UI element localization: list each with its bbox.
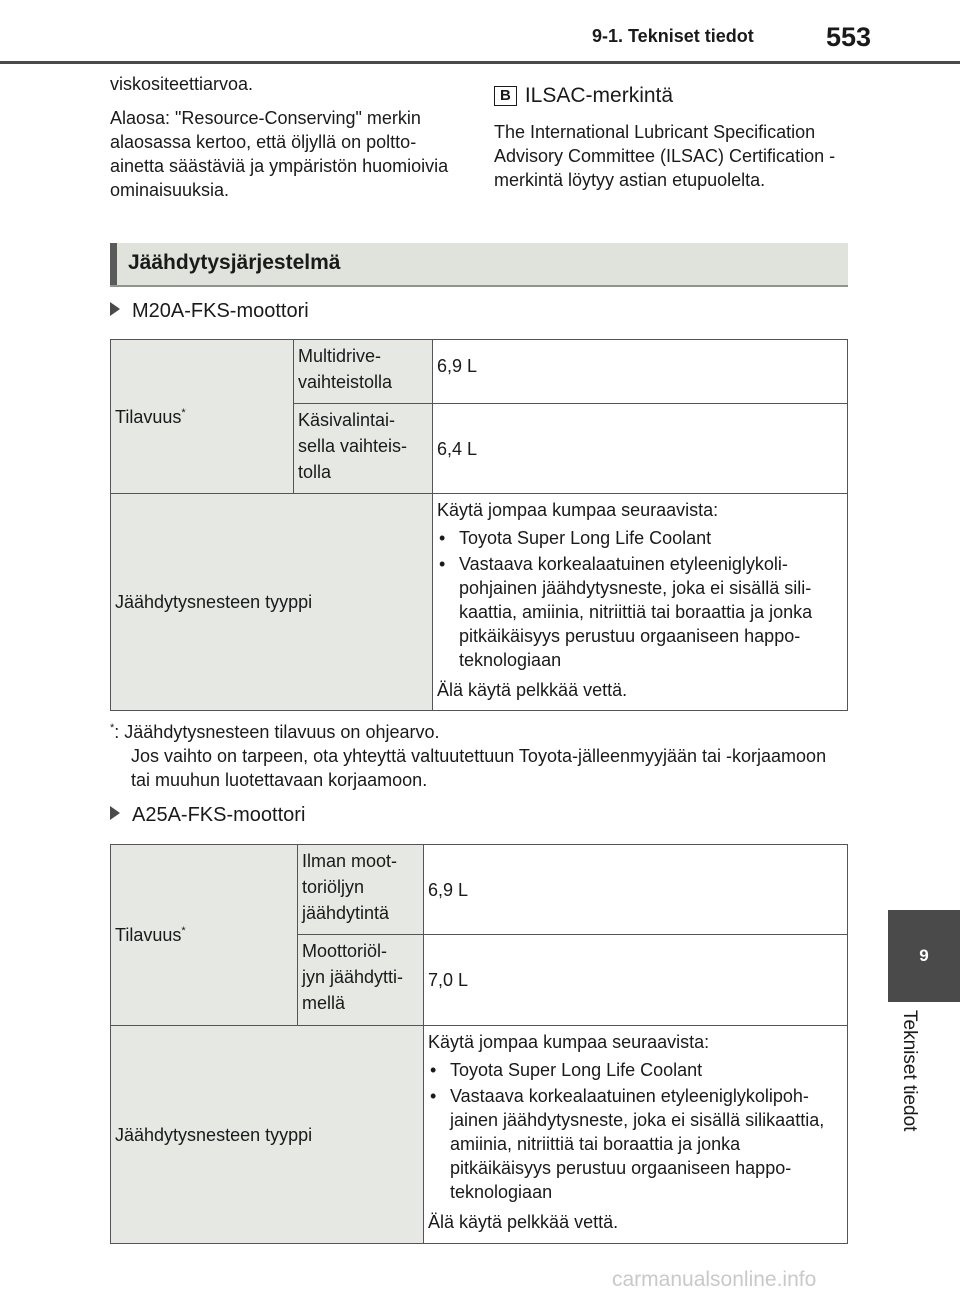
chapter-title: Tekniset tiedot — [899, 1010, 920, 1132]
footnote-mark: * — [110, 722, 115, 734]
section-heading-text: Jäähdytysjärjestelmä — [128, 251, 341, 274]
section-heading-bar — [110, 243, 117, 285]
table-row — [111, 845, 848, 935]
coolant-spec-table — [110, 339, 848, 711]
coolant-type-label-cell: Jäähdytysnesteen tyyppi — [111, 494, 433, 711]
coolant-type-description: Käytä jompaa kumpaa seuraavista: • Toyota Super Long Life Coolant • Vastaava korkealaatuinen etyleeniglykolipohjainen jäähdytysneste, joka ei sisällä silikaattia, amiinia, nitriittiä tai boraattia ja jonka pitkäikäisyys perustuu orgaaniseen happoteknologiaan Älä käytä pelkkää vettä. — [433, 494, 848, 711]
capacity-label-cell: Tilavuus* — [111, 340, 294, 494]
condition-cell: Käsivalintai- sella vaihteis- tolla — [294, 404, 433, 494]
intro-left-column — [110, 72, 460, 212]
list-item: • Vastaava korkealaatuinen etyleeniglykolipohjainen jäähdytysneste, joka ei sisällä silikaattia, amiinia, nitriittiä tai boraattia ja jonka pitkäikäisyys perustuu orgaaniseen happoteknologiaan — [428, 1084, 843, 1204]
watermark: carmanualsonline.info — [612, 1268, 817, 1291]
callout-badge: B — [494, 86, 517, 106]
chapter-tab — [888, 910, 960, 1002]
list-item: • Toyota Super Long Life Coolant — [437, 526, 843, 550]
table-row — [111, 340, 848, 404]
triangle-bullet-icon — [110, 302, 120, 316]
ilsac-heading — [494, 82, 854, 110]
coolant-spec-table — [110, 844, 848, 1244]
engine-subheading — [110, 300, 309, 323]
ilsac-heading-text: ILSAC-merkintä — [524, 84, 674, 107]
capacity-value-cell: 6,9 L — [433, 340, 848, 404]
table-row — [111, 1026, 848, 1244]
list-item: • Vastaava korkealaatuinen etyleeniglykolipohjainen jäähdytysneste, joka ei sisällä silikaattia, amiinia, nitriittiä tai boraattia ja jonka pitkäikäisyys perustuu orgaaniseen happoteknologiaan — [437, 552, 843, 672]
coolant-type-label-cell: Jäähdytysnesteen tyyppi — [111, 1026, 424, 1244]
footnote: *: Jäähdytysnesteen tilavuus on ohjearvo. Jos vaihto on tarpeen, ota yhteyttä valtuutettuun Toyota-jälleenmyyjään tai -korjaamoon tai muuhun luotettavaan korjaamoon. — [110, 722, 827, 790]
intro-paragraph: viskositeettiarvoa. — [110, 74, 254, 94]
engine-title: A25A-FKS-moottori — [132, 804, 306, 826]
ilsac-paragraph: The International Lubricant Specification Advisory Committee (ILSAC) Certification -merkintä löytyy astian etupuolelta. — [494, 122, 836, 190]
section-heading — [110, 243, 848, 287]
list-item: • Toyota Super Long Life Coolant — [428, 1058, 843, 1082]
condition-cell: Ilman moot- toriöljyn jäähdytintä — [298, 845, 424, 935]
engine-subheading — [110, 804, 305, 827]
capacity-label-cell: Tilavuus* — [111, 845, 298, 1026]
capacity-value-cell: 6,4 L — [433, 404, 848, 494]
header-rule — [0, 61, 960, 64]
engine-title: M20A-FKS-moottori — [132, 300, 309, 322]
chapter-side-label — [896, 1010, 920, 1170]
coolant-type-description: Käytä jompaa kumpaa seuraavista: • Toyota Super Long Life Coolant • Vastaava korkealaatuinen etyleeniglykolipohjainen jäähdytysneste, joka ei sisällä silikaattia, amiinia, nitriittiä tai boraattia ja jonka pitkäikäisyys perustuu orgaaniseen happoteknologiaan Älä käytä pelkkää vettä. — [424, 1026, 848, 1244]
chapter-number: 9 — [919, 946, 929, 965]
condition-cell: Moottoriöl- jyn jäähdytti- mellä — [298, 935, 424, 1026]
running-header-title: 9-1. Tekniset tiedot — [592, 26, 754, 46]
table-row — [111, 494, 848, 711]
capacity-value-cell: 6,9 L — [424, 845, 848, 935]
capacity-value-cell: 7,0 L — [424, 935, 848, 1026]
intro-paragraph: Alaosa: "Resource-Conserving" merkin alaosassa kertoo, että öljyllä on polttoainetta säästäviä ja ympäristön huomioivia ominaisuuksia. — [110, 108, 449, 200]
triangle-bullet-icon — [110, 806, 120, 820]
page-number: 553 — [826, 22, 872, 52]
condition-cell: Multidrive- vaihteistolla — [294, 340, 433, 404]
intro-right-column — [494, 82, 854, 192]
